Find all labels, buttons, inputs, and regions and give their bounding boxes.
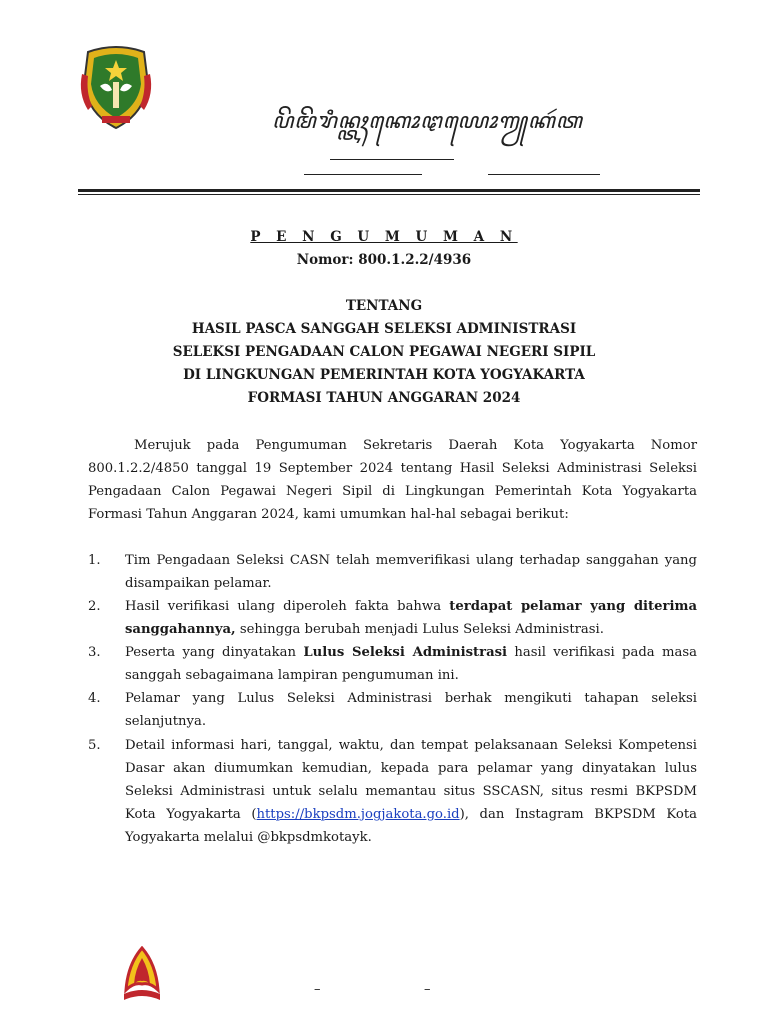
subject-line-1: HASIL PASCA SANGGAH SELEKSI ADMINISTRASI [191, 321, 577, 337]
list-item-text: Tim Pengadaan Seleksi CASN telah memverifikasi ulang terhadap sanggahan yang disampaikan pelamar. [125, 553, 697, 591]
list-item-text [125, 595, 697, 641]
list-number: 3. [88, 645, 101, 660]
list-item-text: Pelamar yang Lulus Seleksi Administrasi berhak mengikuti tahapan seleksi selanjutnya. [125, 691, 697, 729]
subject-line-3: DI LINGKUNGAN PEMERINTAH KOTA YOGYAKARTA [183, 367, 585, 383]
list-text-part: Peserta yang dinyatakan [125, 645, 304, 660]
address-line [488, 174, 600, 175]
list-item [88, 549, 697, 595]
address-line [304, 174, 422, 175]
announcement-heading: P E N G U M U M A N [250, 229, 518, 245]
address-line [330, 159, 454, 160]
announcement-number: Nomor: 800.1.2.2/4936 [296, 252, 472, 268]
emphasis-text: terdapat pelamar yang diterima sanggahannya, [125, 599, 697, 637]
list-item [88, 734, 697, 849]
list-text-part: Detail informasi hari, tanggal, waktu, dan tempat pelaksanaan Seleksi Kompetensi Dasar akan diumumkan kemudian, kepada para pelamar yang dinyatakan lulus Seleksi Administrasi untuk selalu memantau situs SSCASN, situs resmi BKPSDM Kota Yogyakarta ( [125, 738, 697, 822]
footer-dash-right: – [424, 982, 431, 997]
list-item-text [125, 734, 697, 849]
footer-ornament-icon [120, 946, 164, 1006]
list-item [88, 641, 697, 687]
list-number: 1. [88, 553, 101, 568]
list-number: 5. [88, 738, 101, 753]
list-text-part: sehingga berubah menjadi Lulus Seleksi Administrasi. [235, 622, 604, 637]
city-crest-logo [78, 44, 154, 132]
list-number: 4. [88, 691, 101, 706]
bkpsdm-website-link[interactable]: https://bkpsdm.jogjakota.go.id [256, 807, 460, 822]
subject-line-2: SELEKSI PENGADAAN CALON PEGAWAI NEGERI SIPIL [172, 344, 596, 360]
list-item-text [125, 641, 697, 687]
list-item [88, 595, 697, 641]
list-text-part: Hasil verifikasi ulang diperoleh fakta bahwa [125, 599, 450, 614]
header-rule-thin [78, 194, 700, 195]
intro-paragraph: Merujuk pada Pengumuman Sekretaris Daerah Kota Yogyakarta Nomor 800.1.2.2/4850 tanggal 19 September 2024 tentang Hasil Seleksi Administrasi Seleksi Pengadaan Calon Pegawai Negeri Sipil di Lingkungan Pemerintah Kota Yogyakarta Formasi Tahun Anggaran 2024, kami umumkan hal-hal sebagai berikut: [88, 438, 697, 522]
subject-label: TENTANG [345, 298, 423, 314]
list-text-part: ), dan Instagram BKPSDM Kota Yogyakarta melalui @bkpsdmkotayk. [125, 807, 697, 845]
footer-dash-left: – [314, 982, 321, 997]
javanese-script-header: ꦥꦼꦩꦼꦫꦶꦤ꧀ꦠꦃꦏꦺꦴꦛꦪꦺꦴꦒꦾꦏꦂꦠ [272, 109, 583, 134]
list-item [88, 687, 697, 733]
list-number: 2. [88, 599, 101, 614]
emphasis-text: Lulus Seleksi Administrasi [303, 645, 508, 660]
subject-line-4: FORMASI TAHUN ANGGARAN 2024 [247, 390, 521, 406]
list-text-part: hasil verifikasi pada masa sanggah sebagaimana lampiran pengumuman ini. [125, 645, 697, 683]
header-rule [78, 189, 700, 192]
